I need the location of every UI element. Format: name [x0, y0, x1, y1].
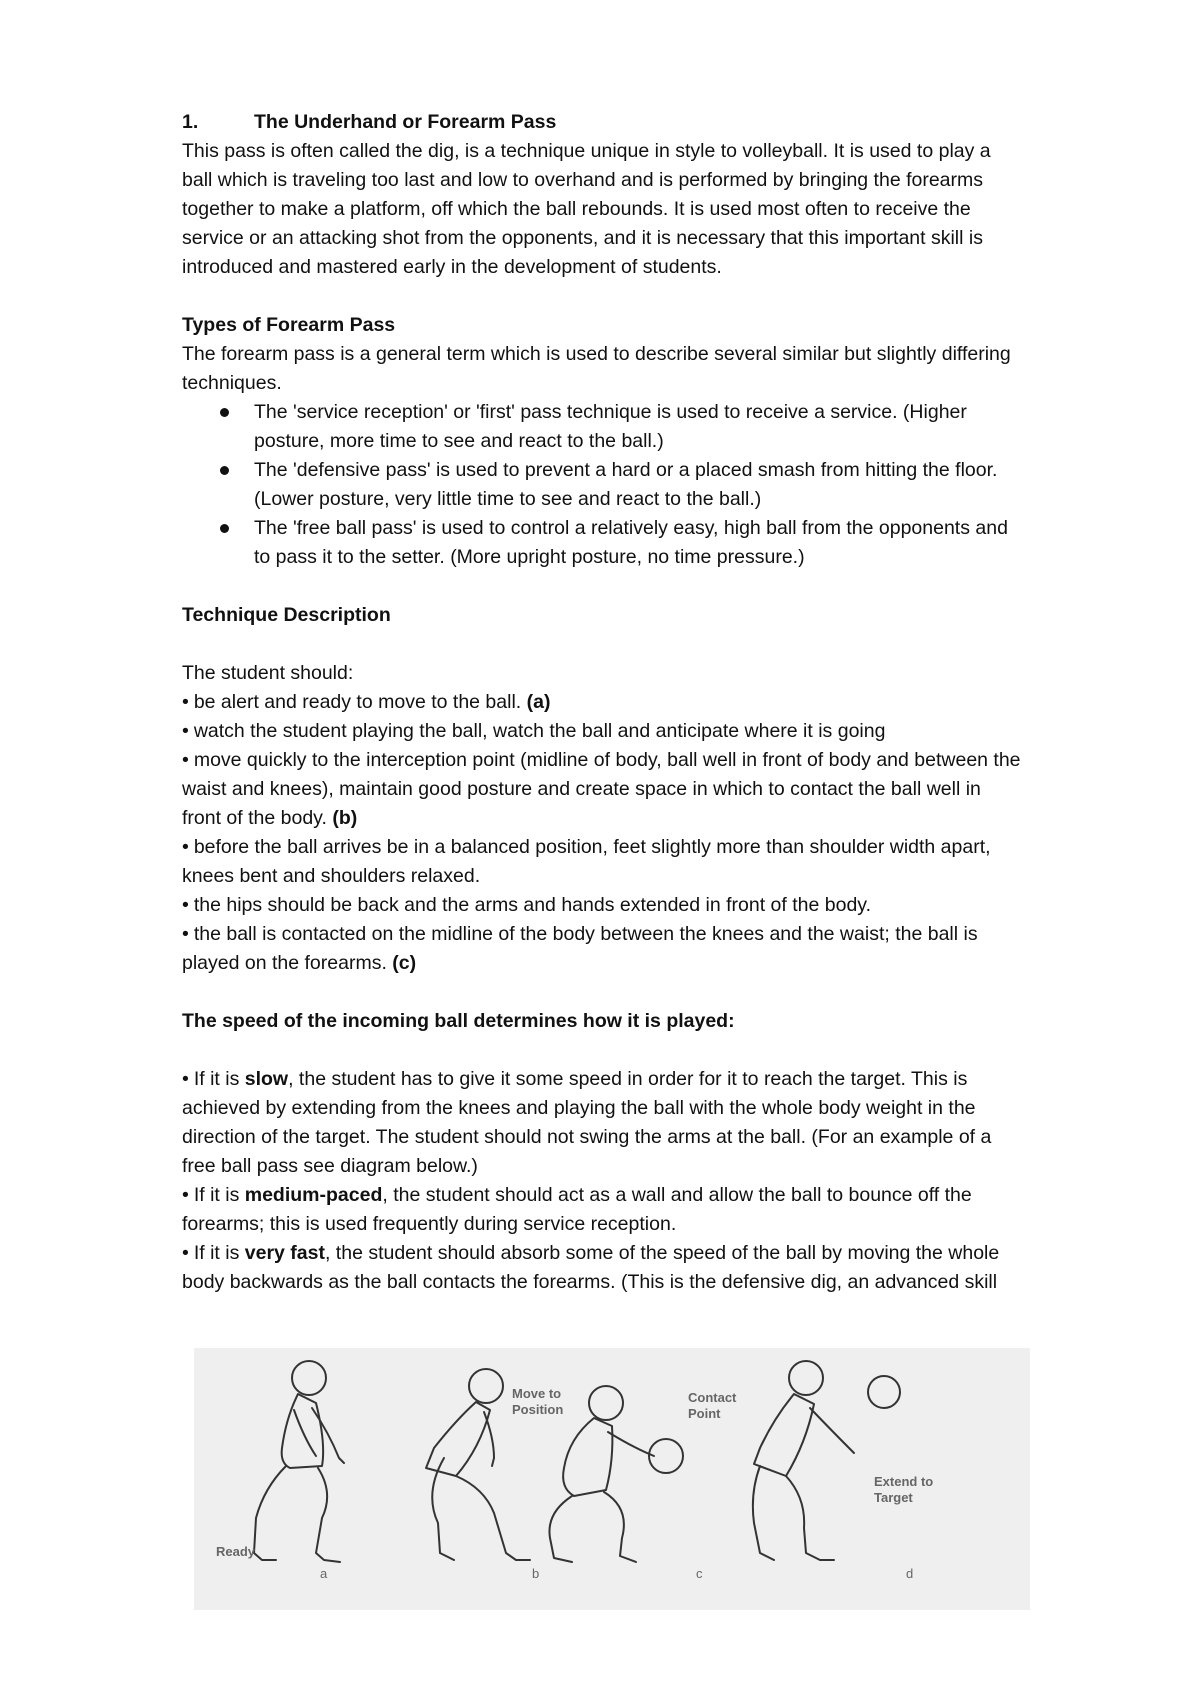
- forearm-pass-illustration: [194, 1348, 1030, 1610]
- label-move-line2: Position: [512, 1402, 564, 1417]
- figure-letter-a: a: [320, 1566, 328, 1581]
- bullet-dot: •: [182, 1184, 189, 1206]
- document-page: [182, 108, 1022, 1297]
- label-contact-line1: Contact: [688, 1390, 737, 1405]
- bullet-dot: •: [182, 691, 189, 713]
- label-extend-line1: Extend to: [874, 1474, 934, 1489]
- technique-point: • the ball is contacted on the midline of the body between the knees and the waist; the ball is played on the forearms. (c): [182, 923, 978, 974]
- technique-heading: Technique Description: [182, 604, 391, 626]
- figure-letter-c: c: [696, 1566, 703, 1581]
- speed-item: • If it is very fast, the student should absorb some of the speed of the ball by moving the whole body backwards as the ball contacts the forearms. (This is the defensive dig, an advanced skill: [182, 1242, 1000, 1293]
- speed-item: • If it is slow, the student has to give it some speed in order for it to reach the target. This is achieved by extending from the knees and playing the ball with the whole body weight in the direction of the target. The student should not swing the arms at the ball. (For an example of a free ball pass see diagram below.): [182, 1068, 992, 1177]
- technique-point: • be alert and ready to move to the ball. (a): [182, 691, 551, 713]
- bullet-dot: •: [182, 720, 189, 742]
- types-list-item: The 'service reception' or 'first' pass technique is used to receive a service. (Higher posture, more time to see and react to the ball.): [254, 398, 1022, 456]
- bullet-dot: •: [182, 894, 189, 916]
- technique-point: • before the ball arrives be in a balanced position, feet slightly more than shoulder width apart, knees bent and shoulders relaxed.: [182, 836, 991, 887]
- technique-point: • the hips should be back and the arms and hands extended in front of the body.: [182, 894, 872, 916]
- bullet-dot: •: [182, 1068, 189, 1090]
- technique-point: • move quickly to the interception point (midline of body, ball well in front of body and between the waist and knees), maintain good posture and create space in which to contact the ball well in front of the body. (b): [182, 749, 1021, 829]
- player-figure-contact: [549, 1386, 683, 1562]
- types-intro: The forearm pass is a general term which is used to describe several similar but slightly differing techniques.: [182, 343, 1011, 394]
- bullet-dot: •: [182, 749, 189, 771]
- types-list: [182, 398, 1022, 572]
- bullet-dot: •: [182, 1242, 189, 1264]
- speed-heading: The speed of the incoming ball determines how it is played:: [182, 1010, 735, 1032]
- label-extend-line2: Target: [874, 1490, 913, 1505]
- bullet-dot: •: [182, 923, 189, 945]
- technique-point: • watch the student playing the ball, watch the ball and anticipate where it is going: [182, 720, 886, 742]
- technique-lead: The student should:: [182, 662, 354, 684]
- types-list-item: The 'free ball pass' is used to control a relatively easy, high ball from the opponents and to pass it to the setter. (More upright posture, no time pressure.): [254, 514, 1022, 572]
- figure-letter-b: b: [532, 1566, 540, 1581]
- types-list-item: The 'defensive pass' is used to prevent a hard or a placed smash from hitting the floor. (Lower posture, very little time to see and react to the ball.): [254, 456, 1022, 514]
- bullet-dot: •: [182, 836, 189, 858]
- section-number: 1.: [182, 111, 199, 133]
- section-heading: [182, 108, 1022, 137]
- speed-item: • If it is medium-paced, the student should act as a wall and allow the ball to bounce off the forearms; this is used frequently during service reception.: [182, 1184, 972, 1235]
- section-intro: This pass is often called the dig, is a technique unique in style to volleyball. It is used to play a ball which is traveling too last and low to overhand and is performed by bringing the forearms together to make a platform, off which the ball rebounds. It is used most often to receive the service or an attacking shot from the opponents, and it is necessary that this important skill is introduced and mastered early in the development of students.: [182, 140, 991, 278]
- section-title: The Underhand or Forearm Pass: [254, 111, 557, 133]
- player-figure-extend: [753, 1361, 900, 1560]
- label-ready: Ready: [216, 1544, 256, 1559]
- types-heading: Types of Forearm Pass: [182, 314, 396, 336]
- label-move-line1: Move to: [512, 1386, 562, 1401]
- figure-letter-d: d: [906, 1566, 914, 1581]
- label-contact-line2: Point: [688, 1406, 721, 1421]
- player-figure-ready: [254, 1361, 344, 1562]
